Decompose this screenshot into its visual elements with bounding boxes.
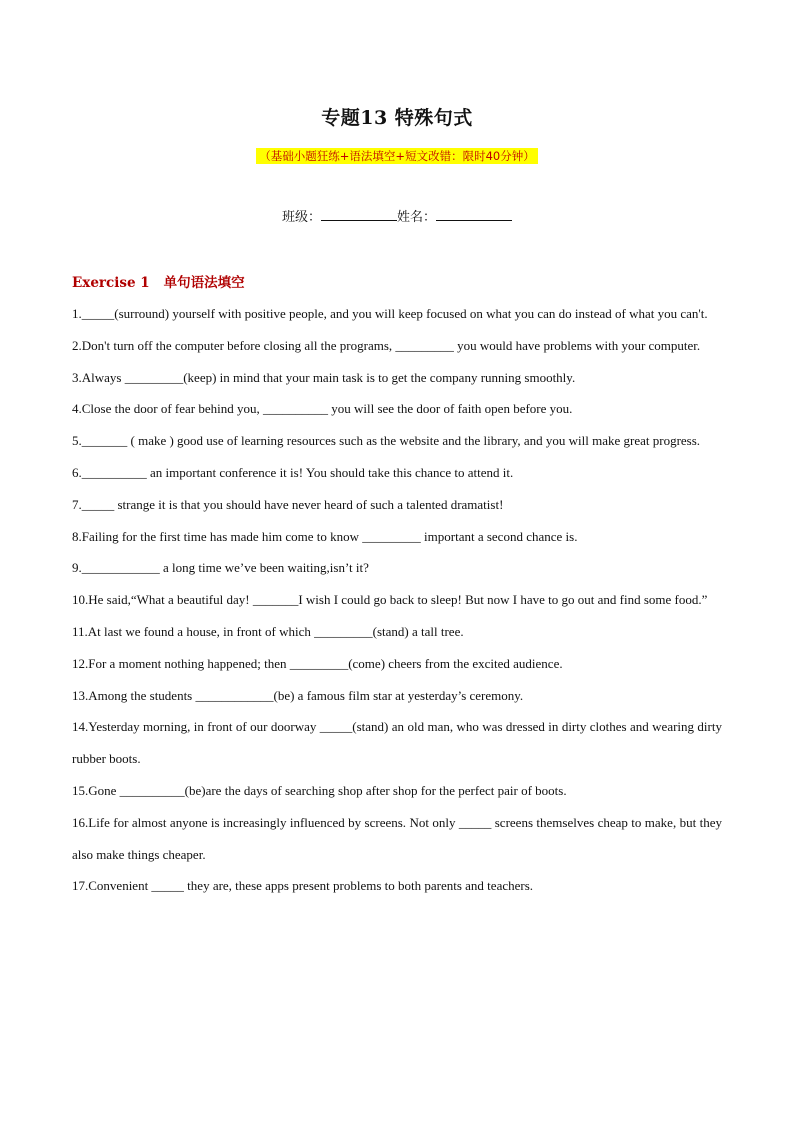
question-item: 7._____ strange it is that you should have never heard of such a talented dramatist! <box>72 496 504 512</box>
question-item: 11.At last we found a house, in front of which _________(stand) a tall tree. <box>72 623 464 639</box>
subtitle-container <box>0 145 794 164</box>
class-label: 班级： <box>281 210 321 225</box>
class-blank[interactable] <box>321 208 397 221</box>
question-item: 2.Don't turn off the computer before closing all the programs, _________ you would have problems with your computer. <box>72 337 701 353</box>
question-item: 6.__________ an important conference it is! You should take this chance to attend it. <box>72 464 514 480</box>
subtitle-highlight: （基础小题狂练+语法填空+短文改错：限时40分钟） <box>256 148 537 164</box>
question-item: 13.Among the students ____________(be) a famous film star at yesterday’s ceremony. <box>72 687 524 703</box>
question-item: 8.Failing for the first time has made him come to know _________ important a second chance is. <box>72 528 578 544</box>
question-item: 14.Yesterday morning, in front of our doorway _____(stand) an old man, who was dressed in dirty clothes and wearing dirty rubber boots. <box>72 719 722 767</box>
question-item: 5._______ ( make ) good use of learning resources such as the website and the library, and you will make great progress. <box>72 433 701 449</box>
exercise-title: 单句语法填空 <box>163 275 245 291</box>
question-item: 9.____________ a long time we’ve been waiting,isn’t it? <box>72 560 369 576</box>
question-item: 15.Gone __________(be)are the days of searching shop after shop for the perfect pair of boots. <box>72 782 567 798</box>
page-title: 专题13 特殊句式 <box>321 107 473 129</box>
exercise-heading <box>72 271 245 291</box>
question-item: 3.Always _________(keep) in mind that your main task is to get the company running smoothly. <box>72 369 576 385</box>
question-item: 17.Convenient _____ they are, these apps present problems to both parents and teachers. <box>72 878 534 894</box>
question-item: 4.Close the door of fear behind you, __________ you will see the door of faith open before you. <box>72 401 573 417</box>
student-info-line <box>0 206 794 225</box>
name-blank[interactable] <box>436 208 512 221</box>
question-list <box>72 298 722 902</box>
question-item: 1._____(surround) yourself with positive people, and you will keep focused on what you can do instead of what you can't. <box>72 306 708 321</box>
exercise-number: Exercise 1 <box>72 275 150 291</box>
question-item: 10.He said,“What a beautiful day! _______I wish I could go back to sleep! But now I have to go out and find some food.” <box>72 592 708 608</box>
name-label: 姓名： <box>397 210 437 225</box>
question-item: 16.Life for almost anyone is increasingly influenced by screens. Not only _____ screens themselves cheap to make, but they also make things cheaper. <box>72 814 722 862</box>
question-item: 12.For a moment nothing happened; then _________(come) cheers from the excited audience. <box>72 655 563 671</box>
